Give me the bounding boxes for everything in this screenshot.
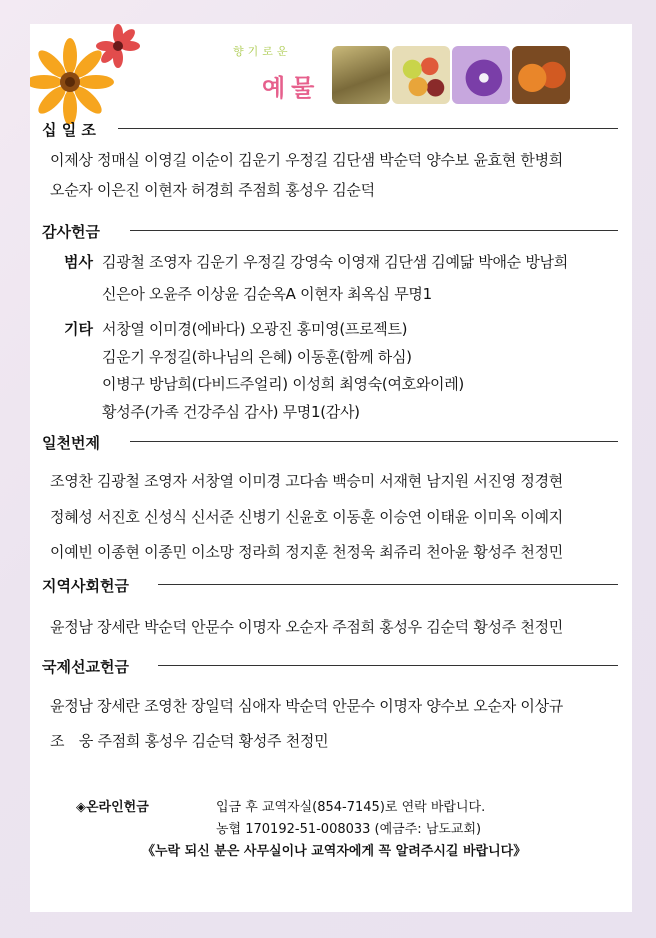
contact-instruction: 입금 후 교역자실(854-7145)로 연락 바랍니다. <box>216 800 486 815</box>
section-divider <box>130 441 618 442</box>
pumpkin-photo <box>512 46 570 104</box>
bank-account: 농협 170192-51-008033 (예금주: 남도교회) <box>216 822 482 837</box>
name-row: 이병구 방남희(다비드주얼리) 이성희 최영숙(여호와이레) <box>102 375 464 393</box>
section-title-jiyeok: 지역사회헌금 <box>42 577 129 595</box>
section-divider <box>130 230 618 231</box>
name-row: 정혜성 서진호 신성식 신서준 신병기 신윤호 이동훈 이승연 이태윤 이미옥 이예지 <box>50 508 563 526</box>
name-row: 윤정남 장세란 조영찬 장일덕 심애자 박순덕 안문수 이명자 양수보 오순자 이상규 <box>50 697 563 715</box>
header-title: 예물 <box>262 74 321 102</box>
header-subtitle: 향기로운 <box>233 45 292 58</box>
orchid-photo <box>452 46 510 104</box>
omission-notice: 《누락 되신 분은 사무실이나 교역자에게 꼭 알려주시길 바랍니다》 <box>142 844 527 859</box>
name-row: 김운기 우정길(하나님의 은혜) 이동훈(함께 하심) <box>102 348 412 366</box>
offering-bulletin-page <box>30 24 632 912</box>
name-row: 서창열 이미경(에바다) 오광진 홍미영(프로젝트) <box>102 320 408 338</box>
gerbera-flower-icon <box>30 24 148 124</box>
name-row: 이예빈 이종현 이종민 이소망 정라희 정지훈 천정욱 최쥬리 천아윤 황성주 천정민 <box>50 543 563 561</box>
name-row: 조 웅 주점희 홍성우 김순덕 황성주 천정민 <box>50 732 329 750</box>
section-divider <box>118 128 618 129</box>
name-row: 이제상 정매실 이영길 이순이 김운기 우정길 김단샘 박순덕 양수보 윤효현 한병희 <box>50 151 563 169</box>
beomsa-label: 범사 <box>64 253 93 271</box>
section-title-ilcheon: 일천번제 <box>42 434 100 452</box>
section-title-gukje: 국제선교헌금 <box>42 658 129 676</box>
name-row: 김광철 조영자 김운기 우정길 강영숙 이영재 김단샘 김예닮 박애순 방남희 <box>102 253 568 271</box>
name-row: 조영찬 김광철 조영자 서창열 이미경 고다솜 백승미 서재현 남지원 서진영 정경현 <box>50 472 563 490</box>
section-title-gamsa: 감사헌금 <box>42 223 100 241</box>
name-row: 황성주(가족 건강주심 감사) 무명1(감사) <box>102 403 360 421</box>
name-row: 신은아 오윤주 이상윤 김순옥A 이현자 최옥심 무명1 <box>102 285 432 303</box>
section-divider <box>158 665 618 666</box>
online-offering-label: ◈온라인헌금 <box>76 800 149 815</box>
gita-label: 기타 <box>64 320 93 338</box>
fruit-photo <box>392 46 450 104</box>
section-divider <box>158 584 618 585</box>
section-title-sipilcho: 십 일 조 <box>42 121 96 139</box>
name-row: 윤정남 장세란 박순덕 안문수 이명자 오순자 주점희 홍성우 김순덕 황성주 천정민 <box>50 618 563 636</box>
name-row: 오순자 이은진 이현자 허경희 주점희 홍성우 김순덕 <box>50 181 375 199</box>
grain-photo <box>332 46 390 104</box>
